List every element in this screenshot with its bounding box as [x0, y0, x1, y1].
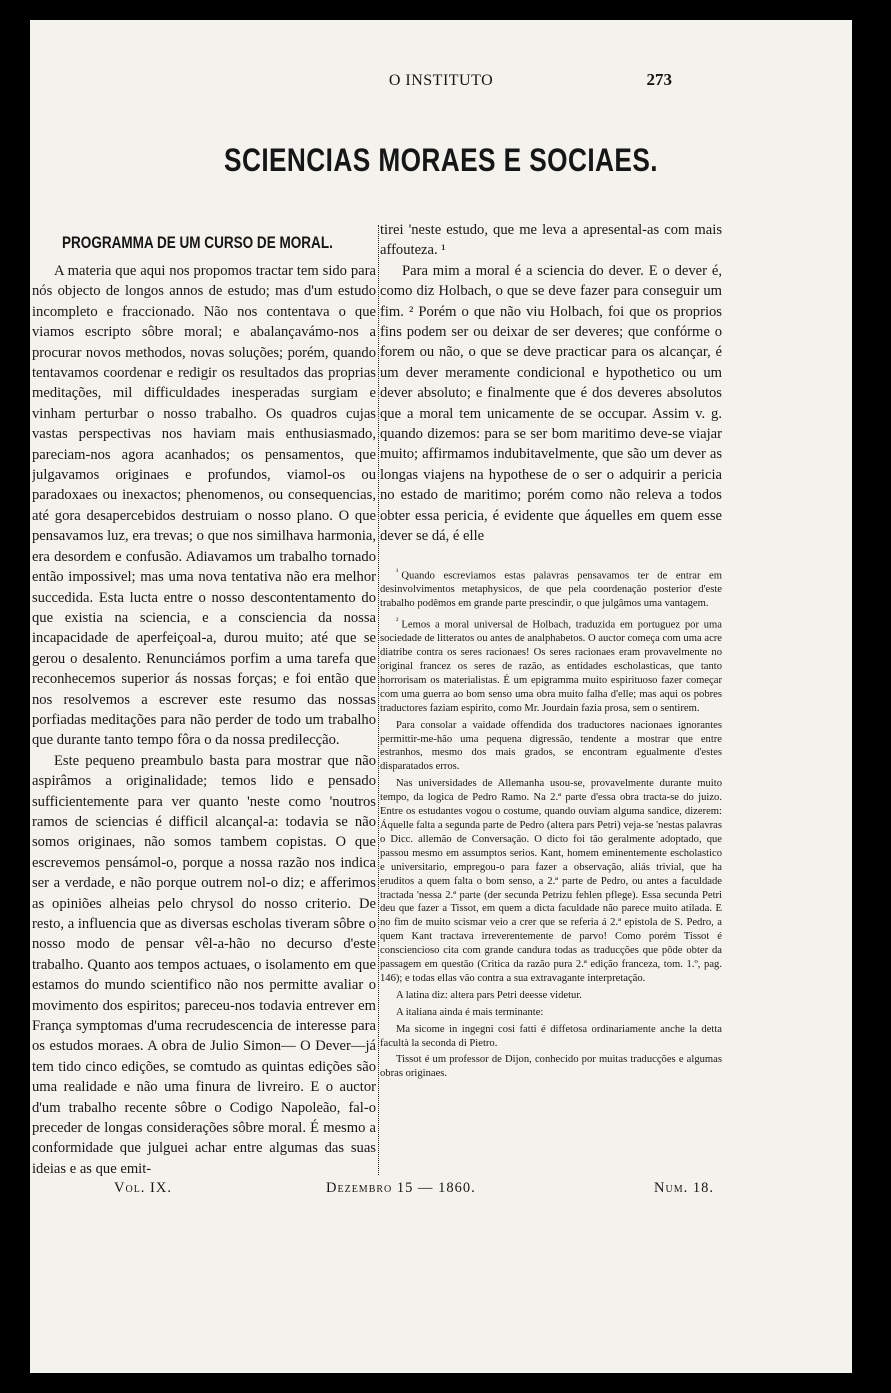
footnote-mark: ²: [396, 615, 399, 625]
journal-name: O INSTITUTO: [388, 72, 494, 89]
footnote-paragraph: Para consolar a vaidade offendida dos traductores nacionaes ignorantes permittir-me-hão uma pequena digressão, tendente a mostrar que entre estranhos, mesmo dos mais grados, se encontram egualmente d'estes disparatados erros.: [380, 719, 722, 773]
footnote-mark: ¹: [396, 566, 399, 576]
page-footer: [30, 1180, 852, 1204]
footnote-paragraph: A italiana ainda é mais terminante:: [396, 1006, 544, 1018]
footnote-text: Lemos a moral universal de Holbach, traduzida em portuguez por uma sociedade de litteratos ou antes de analphabetos. O auctor começa com uma acre diatribe contra os seres racionaes! Os seres racionaes eram provavelmente no original francez os seres de razão, as entidades escholasticas, que tanto horrorisam os materialistas. É um epigramma muito espirituoso fazer começar com uma guerra ao bom senso uma obra muito falha d'elle; mas aqui os pobres traductores faziam espirito, como Mr. Jourdain fazia prosa, sem o sentirem.: [380, 619, 722, 714]
right-column: [380, 220, 722, 1180]
footer-number: Num. 18.: [654, 1180, 714, 1196]
page-number: 273: [646, 70, 672, 89]
footnote-paragraph: Tissot é um professor de Dijon, conhecido por muitas traducções e algumas obras originaes.: [380, 1054, 722, 1080]
right-column-text: [380, 220, 722, 547]
footnote: [380, 565, 722, 611]
footnote-paragraph: Ma sicome in ingegni cosi fatti é diffetosa ordinariamente anche la detta facultà la seconda di Pietro.: [380, 1023, 722, 1049]
paragraph: Este pequeno preambulo basta para mostrar que não aspirâmos a originalidade; temos lido e pensado sufficientemente para ver quanto 'neste como 'noutros ramos de sciencias é difficil alcançal-a: todavia se não somos originaes, não somos tambem copistas. O que escrevemos pensámol-o, porque a nossa razão nos indica ser a verdade, e não porque outrem nol-o diz; e afferimos as opiniões alheias pelo chrysol do nosso criterio. De resto, a influencia que as diversas escholas tiveram sôbre o nosso modo de pensar vêl-a-hão no decurso d'este trabalho. Quanto aos tempos actuaes, o isolamento em que estamos do mundo scientifico não nos permitte avaliar o movimento dos espiritos; pareceu-nos todavia entrever em França symptomas d'uma recrudescencia de interesse para os estudos moraes. A obra de Julio Simon— O Dever—já tem tido cinco edições, se comtudo as quintas edições são uma realidade e não uma finura de livreiro. E o auctor d'um trabalho recente sôbre o Codigo Napoleão, fal-o preceder de longas considerações sôbre moral. É mesmo a conformidade que julguei achar entre algumas das suas ideias e as que emit-: [32, 752, 376, 1177]
footnote-paragraph: A latina diz: altera pars Petri deesse videtur.: [396, 989, 582, 1001]
footnote-paragraph: Nas universidades de Allemanha usou-se, provavelmente durante muito tempo, da logica de Pedro Ramo. Na 2.ª parte d'essa obra tracta-se do juizo. Entre os estudantes vogou o costume, quando ouviam alguma sandice, dizerem: Áquelle falta a segunda parte de Pedro (altera pars Petri) veja-se 'nestas palavras o Dicc. allemão de Conversação. O dicto foi tão geralmente adoptado, que passou mesmo em assumptos serios. Kant, homem eminentemente escholastico e universitario, empregou-o para fazer a observação, aliás trivial, que ha eruditos a quem falta o bom senso, a 2.ª parte de Pedro, ou antes a faculdade tractada 'nessa 2.ª parte (der secunda Petrizu fehlen pflege). Essa secunda Petri deu que fazer a Tissot, em quem a dicta faculdade não parece muito atilada. E no fim de muito scismar veio a crer que se referia á 2.ª epistola de S. Pedro, a quem Kant tractava irreverentemente de parvo! Como porém Tissot é consciencioso cita com grande candura todas as traducções que pôde obter da passagem em questão (Critica da razão pura 2.ª edição franceza, tom. 1.º, pag. 146); e todas ellas vão contra a sua extravagante interpretação.: [380, 778, 722, 984]
paragraph: Para mim a moral é a sciencia do dever. E o dever é, como diz Holbach, o que se deve fazer para conseguir um fim. ² Porém o que não viu Holbach, foi que os proprios fins podem ser ou deixar de ser deveres; que confórme o forem ou não, o que se deve practicar para os alcançar, é um dever meramente condicional e hypothetico ou um dever absoluto; e finalmente que é dos deveres absolutos que a moral tem unicamente de se occupar. Assim v. g. quando dizemos: para se ser bom maritimo deve-se viajar muito; affirmamos indubitavelmente, que são um dever as longas viajens na hypothese de o ser o adquirir a pericia no estado de maritimo; porém como não releva a todos obter essa pericia, é evidente que áquelles em quem esse dever se dá, é elle: [380, 262, 722, 545]
footnote: [380, 614, 722, 716]
footer-date: Dezembro 15 — 1860.: [326, 1180, 476, 1196]
footer-volume: Vol. IX.: [114, 1180, 172, 1196]
left-column: [32, 220, 376, 1180]
journal-page: [30, 20, 852, 1373]
section-title: SCIENCIAS MORAES E SOCIAES.: [224, 142, 658, 178]
paragraph: A materia que aqui nos propomos tractar tem sido para nós objecto de longos annos de estudo; mas d'um estudo incompleto e fraccionado. Não nos contentava o que viamos escripto sôbre moral; e abalançavámo-nos a procurar novos methodos, novas soluções; porém, quando tentavamos coordenar e redigir os resultados das proprias meditações, mil difficuldades inesperadas surgiam e vinham perturbar o nosso trabalho. Os quadros cujas vastas perspectivas nos haviam mais enthusiasmado, pareciam-nos agora acanhados; os pensamentos, que julgavamos originaes e profundos, viamol-os ou paradoxaes ou inexactos; phenomenos, ou consequencias, até gora desapercebidos destruiam o nosso plano. O que pensavamos luz, era trevas; o que nos similhava harmonia, era desordem e confusão. Adiavamos um trabalho tornado então impossivel; mas uma nova tentativa não era melhor succedida. Esta lucta entre o nosso descontentamento do que existia na sciencia, e a consciencia da nossa incapacidade de aperfeiçoal-a, durou muito; até que se gerou o desalento. Renunciámos porfim a uma tarefa que reconhecemos superior ás nossas forças; e foi então que nos resolvemos a escrever este resumo das nossas porfiadas meditações para não perder de todo um trabalho que durante tanto tempo fôra o da nossa predilecção.: [32, 263, 376, 749]
running-header: [30, 70, 852, 94]
left-column-text: [32, 261, 376, 1179]
footnotes: [380, 565, 722, 1082]
footnote-text: Quando escreviamos estas palavras pensavamos ter de entrar em desinvolvimentos metaphysicos, de que pela coordenação posterior d'este trabalho podêmos em grande parte prescindir, o que julgâmos uma vantagem.: [380, 570, 722, 609]
article-title: PROGRAMMA DE UM CURSO DE MORAL.: [62, 234, 333, 252]
paragraph: tirei 'neste estudo, que me leva a apresental-as com mais affouteza. ¹: [380, 222, 722, 259]
